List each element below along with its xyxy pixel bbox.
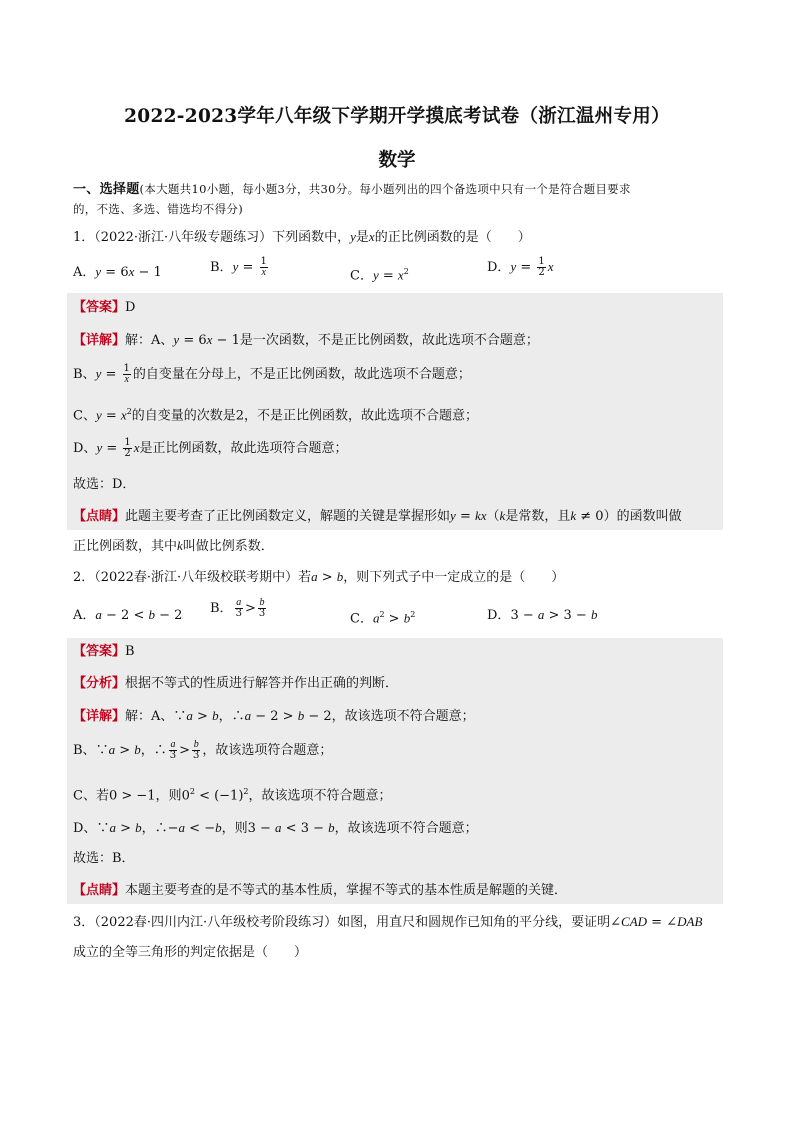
q2-option-c: C．$a^2 > b^2$ bbox=[350, 610, 416, 627]
q3-stem-line-2: 成立的全等三角形的判定依据是（ ） bbox=[73, 945, 308, 960]
q1-option-d: D．y = $\frac{1}{2}$ x bbox=[487, 256, 554, 278]
q1-detail-d: D、y = $\frac{1}{2}$ x是正比例函数，故此选项符合题意； bbox=[73, 437, 348, 459]
q2-detail-a: 【详解】解：A、∵a > b，∴a − 2 > b − 2，故该选项不符合题意； bbox=[73, 708, 475, 724]
q2-stem: 2．（2022春·浙江·八年级校联考期中）若a > b，则下列式子中一定成立的是（ ） bbox=[73, 569, 565, 585]
q1-choice: 故选：D． bbox=[73, 477, 136, 492]
q3-stem-line-1: 3．（2022春·四川内江·八年级校考阶段练习）如图，用直尺和圆规作已知角的平分线，要证明∠CAD = ∠DAB bbox=[73, 914, 703, 930]
q1-answer: 【答案】D bbox=[73, 300, 136, 315]
q2-detail-d: D、∵a > b，∴−a < −b，则3 − a < 3 − b，故该选项不符合题意； bbox=[73, 820, 478, 836]
q1-option-c: C．$y = x^2$ bbox=[350, 267, 409, 284]
section-desc-1: (本大题共10小题，每小题3分，共30分。每小题列出的四个备选项中只有一个是符合题目要求 bbox=[139, 182, 631, 196]
q1-option-b: B．y = $\frac{1}{x}$ bbox=[210, 256, 267, 278]
q2-option-d: D．3 − a > 3 − b bbox=[487, 607, 598, 623]
q1-note-line-2: 正比例函数，其中k叫做比例系数． bbox=[73, 538, 274, 554]
q1-detail-c: C、$y = x^2$的自变量的次数是2，不是正比例函数，故此选项不合题意； bbox=[73, 407, 479, 424]
section-heading bbox=[73, 180, 631, 199]
q2-answer: 【答案】B bbox=[73, 644, 135, 659]
section-desc-2: 的，不选、多选、错选均不得分) bbox=[73, 202, 243, 216]
q1-detail-a: 【详解】解：A、y = 6x − 1是一次函数，不是正比例函数，故此选项不合题意； bbox=[73, 332, 539, 348]
q2-option-b: B． $\frac{a}{3}$ > $\frac{b}{3}$ bbox=[210, 597, 266, 619]
q1-note-line-1: 【点睛】此题主要考查了正比例函数定义，解题的关键是掌握形如y = kx（k是常数，且k ≠ 0）的函数叫做 bbox=[73, 508, 682, 524]
q2-detail-c: C、若0 > −1，则$0^2 < (-1)^2$，故该选项不符合题意； bbox=[73, 787, 392, 804]
q2-option-a: A．a − 2 < b − 2 bbox=[73, 607, 183, 623]
q2-choice: 故选：B． bbox=[73, 851, 135, 866]
q1-option-a: A．y = 6x − 1 bbox=[73, 264, 162, 280]
q2-note: 【点睛】本题主要考查的是不等式的基本性质，掌握不等式的基本性质是解题的关键． bbox=[73, 883, 568, 898]
page-title: 2022-2023学年八年级下学期开学摸底考试卷（浙江温州专用） bbox=[124, 106, 670, 127]
q2-analysis: 【分析】根据不等式的性质进行解答并作出正确的判断． bbox=[73, 676, 399, 691]
section-label: 一、选择题 bbox=[73, 182, 140, 197]
q1-stem: 1．（2022·浙江·八年级专题练习）下列函数中，y是x的正比例函数的是（ ） bbox=[73, 229, 531, 245]
q1-detail-b: B、y = $\frac{1}{x}$ 的自变量在分母上，不是正比例函数，故此选项不合题意； bbox=[73, 363, 471, 385]
subject-title: 数学 bbox=[378, 150, 416, 171]
q2-detail-b: B、∵a > b，∴ $\frac{a}{3}$ > $\frac{b}{3}$ ，故该选项符合题意； bbox=[73, 739, 333, 761]
